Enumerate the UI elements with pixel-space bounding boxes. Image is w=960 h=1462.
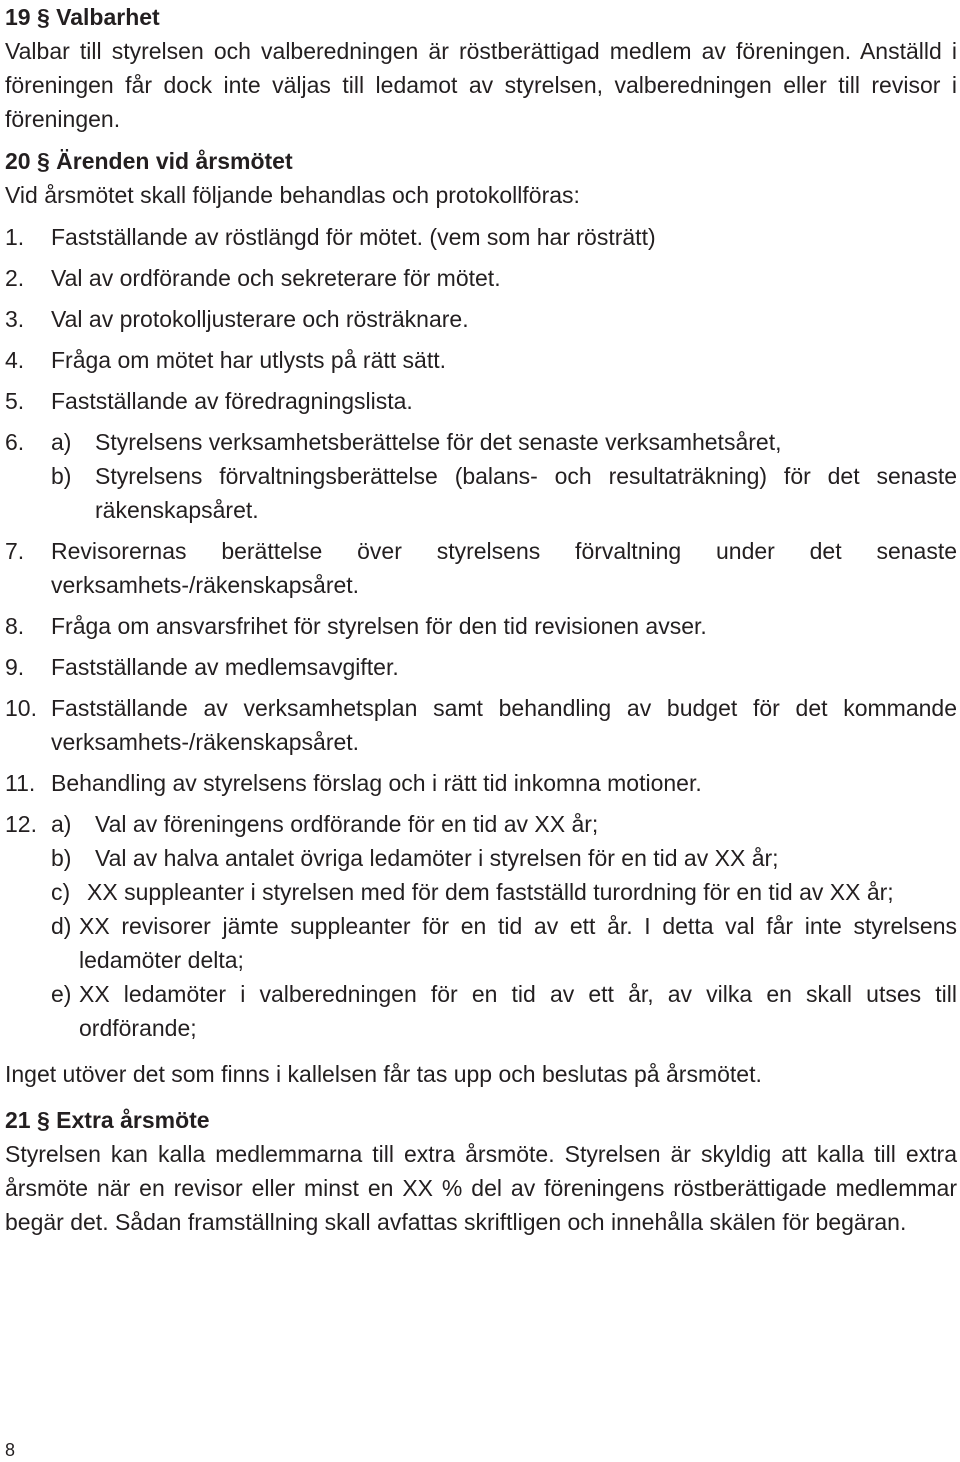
agenda-item-5 bbox=[5, 384, 957, 418]
agenda-item-number: 11. bbox=[5, 770, 36, 796]
agenda-item-number: 8. bbox=[5, 613, 25, 639]
section-19-body: Valbar till styrelsen och valberedningen är röstberättigad medlem av föreningen. Anställd i föreningen får dock inte väljas till ledamot av styrelsen, valberedningen eller till revisor i föreningen. bbox=[5, 38, 957, 132]
agenda-item-text: Fråga om mötet har utlysts på rätt sätt. bbox=[51, 347, 446, 373]
agenda-subitem-text: Val av halva antalet övriga ledamöter i styrelsen för en tid av XX år; bbox=[95, 845, 779, 871]
agenda-item-number: 6. bbox=[5, 429, 25, 455]
agenda-item-text: Fastställande av verksamhetsplan samt behandling av budget för det kommande verksamhets-/räkenskapsåret. bbox=[51, 695, 957, 755]
agenda-item-number: 10. bbox=[5, 695, 37, 721]
agenda-item-10 bbox=[5, 691, 957, 759]
agenda-subitem bbox=[51, 459, 957, 527]
agenda-item-text: Fastställande av röstlängd för mötet. (vem som har rösträtt) bbox=[51, 224, 656, 250]
agenda-subitem bbox=[51, 841, 957, 875]
agenda-subitem bbox=[51, 909, 957, 977]
agenda-item-text: Behandling av styrelsens förslag och i rätt tid inkomna motioner. bbox=[51, 770, 702, 796]
section-21-body: Styrelsen kan kalla medlemmarna till extra årsmöte. Styrelsen är skyldig att kalla till extra årsmöte när en revisor eller minst en XX % del av föreningens röstberättigade medlemmar begär det. Sådan framställning skall avfattas skriftligen och innehålla skälen för begäran. bbox=[5, 1141, 957, 1235]
agenda-subitem-label: e) bbox=[51, 981, 72, 1007]
agenda-subitem-text: XX revisorer jämte suppleanter för en tid av ett år. I detta val får inte styrelsens ledamöter delta; bbox=[79, 913, 957, 973]
section-20-intro: Vid årsmötet skall följande behandlas och protokollföras: bbox=[5, 182, 580, 208]
agenda-item-3 bbox=[5, 302, 957, 336]
agenda-subitem bbox=[51, 875, 957, 909]
agenda-item-text: Val av protokolljusterare och rösträknare. bbox=[51, 306, 469, 332]
agenda-item-number: 2. bbox=[5, 265, 25, 291]
agenda-item-text: Fastställande av föredragningslista. bbox=[51, 388, 413, 414]
agenda-subitem-text: Val av föreningens ordförande för en tid av XX år; bbox=[95, 811, 599, 837]
section-21-heading: 21 § Extra årsmöte bbox=[5, 1107, 210, 1133]
agenda-item-11 bbox=[5, 766, 957, 800]
agenda-item-7 bbox=[5, 534, 957, 602]
agenda-subitem-text: XX ledamöter i valberedningen för en tid av ett år, av vilka en skall utses till ordförande; bbox=[79, 981, 957, 1041]
agenda-item-4 bbox=[5, 343, 957, 377]
agenda-subitem-label: a) bbox=[51, 429, 72, 455]
agenda-item-text: Val av ordförande och sekreterare för mötet. bbox=[51, 265, 501, 291]
agenda-item-1 bbox=[5, 220, 957, 254]
agenda-item-number: 7. bbox=[5, 538, 25, 564]
agenda-item-12 bbox=[5, 807, 957, 1045]
agenda-item-number: 5. bbox=[5, 388, 25, 414]
agenda-item-8 bbox=[5, 609, 957, 643]
agenda-item-2 bbox=[5, 261, 957, 295]
agenda-subitem bbox=[51, 977, 957, 1045]
agenda-subitem-text: Styrelsens förvaltningsberättelse (balans- och resultaträkning) för det senaste räkenskapsåret. bbox=[95, 463, 957, 523]
agenda-item-9 bbox=[5, 650, 957, 684]
agenda-item-number: 9. bbox=[5, 654, 25, 680]
agenda-item-text: Revisorernas berättelse över styrelsens förvaltning under det senaste verksamhets-/räkenskapsåret. bbox=[51, 538, 957, 598]
section-20-closing: Inget utöver det som finns i kallelsen får tas upp och beslutas på årsmötet. bbox=[5, 1061, 762, 1087]
document-page bbox=[5, 0, 957, 1239]
page-number: 8 bbox=[5, 1440, 16, 1460]
agenda-subitem-label: c) bbox=[51, 879, 71, 905]
agenda-subitem-label: b) bbox=[51, 845, 72, 871]
agenda-item-number: 12. bbox=[5, 811, 37, 837]
agenda-subitem-text: XX suppleanter i styrelsen med för dem fastställd turordning för en tid av XX år; bbox=[87, 879, 894, 905]
agenda-item-6 bbox=[5, 425, 957, 527]
section-20-heading: 20 § Ärenden vid årsmötet bbox=[5, 148, 293, 174]
section-19-heading: 19 § Valbarhet bbox=[5, 4, 160, 30]
agenda-item-text: Fastställande av medlemsavgifter. bbox=[51, 654, 399, 680]
agenda-item-number: 3. bbox=[5, 306, 25, 332]
agenda-subitem bbox=[51, 807, 957, 841]
agenda-list bbox=[5, 220, 957, 1045]
agenda-subitem-label: b) bbox=[51, 463, 72, 489]
agenda-item-text: Fråga om ansvarsfrihet för styrelsen för den tid revisionen avser. bbox=[51, 613, 707, 639]
agenda-subitem bbox=[51, 425, 957, 459]
agenda-subitem-label: d) bbox=[51, 913, 72, 939]
agenda-subitem-label: a) bbox=[51, 811, 72, 837]
agenda-item-number: 1. bbox=[5, 224, 25, 250]
agenda-item-number: 4. bbox=[5, 347, 25, 373]
agenda-subitem-text: Styrelsens verksamhetsberättelse för det senaste verksamhetsåret, bbox=[95, 429, 782, 455]
